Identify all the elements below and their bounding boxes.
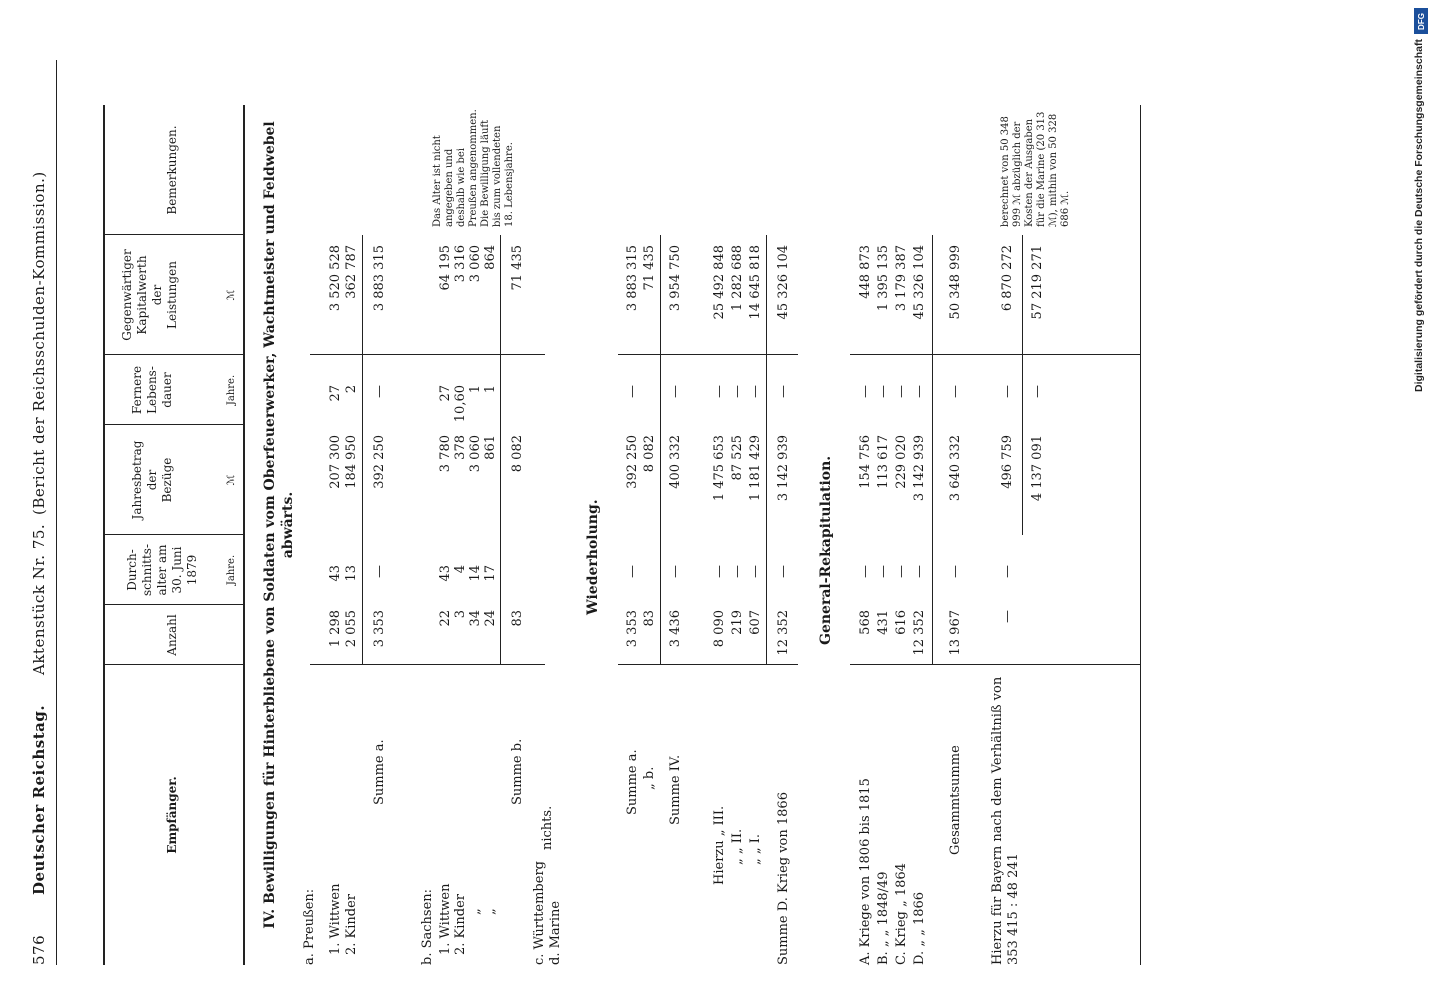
sum-rule	[660, 235, 661, 665]
cell-dauer: —	[625, 385, 640, 398]
cell-dauer: —	[858, 385, 873, 398]
col-jahresbetrag-unit: ℳ	[226, 474, 237, 486]
cell-anzahl: 22	[438, 610, 453, 627]
cell-kapital: 64 195	[438, 245, 453, 291]
row-label: C. Krieg „ 1864	[894, 863, 909, 965]
cell-alter: 14	[468, 565, 483, 582]
cell-betrag: 8 082	[510, 435, 525, 473]
col-jahresbetrag: Jahresbetrag der Bezüge	[130, 440, 174, 520]
cell-alter: —	[1000, 565, 1015, 578]
cell-betrag: 3 640 332	[948, 435, 963, 502]
sachsen-note: Das Alter ist nicht angegeben und deshalb wie bei Preußen angenommen. Die Bewilligung läuft bis zum vollendeten 18. Lebensjahre.	[432, 109, 515, 227]
cell-kapital: 3 060	[468, 245, 483, 283]
cell-alter: —	[912, 565, 927, 578]
cell-dauer: 27	[438, 385, 453, 402]
cell-kapital: 3 316	[453, 245, 468, 283]
cell-betrag: 392 250	[372, 435, 387, 489]
cell-anzahl: 616	[894, 610, 909, 635]
cell-anzahl: 2 055	[344, 610, 359, 648]
table-bottom-rule	[1140, 105, 1141, 965]
cell-dauer: 1	[468, 385, 483, 394]
header-bottom-rule	[243, 105, 245, 965]
cell-anzahl: 219	[730, 610, 745, 635]
cell-alter: 13	[344, 565, 359, 582]
sum-rule	[932, 235, 933, 665]
cell-anzahl: 13 967	[948, 610, 963, 656]
cell-dauer: —	[876, 385, 891, 398]
cell-alter: —	[712, 565, 727, 578]
sum-rule	[766, 235, 767, 665]
cell-alter: 43	[328, 565, 343, 582]
cell-dauer: —	[712, 385, 727, 398]
row-label: Hierzu „ III.	[712, 805, 727, 885]
cell-betrag: 861	[483, 435, 498, 460]
header-title-right: (Bericht der Reichsschulden-Kommission.)	[30, 171, 48, 515]
header-underline	[56, 60, 57, 965]
cell-anzahl: —	[1000, 610, 1015, 623]
sachsen-label: b. Sachsen:	[420, 888, 435, 965]
cell-anzahl: 83	[510, 610, 525, 627]
cell-dauer: —	[776, 385, 791, 398]
cell-alter: —	[894, 565, 909, 578]
cell-betrag: 154 756	[858, 435, 873, 489]
cell-kapital: 25 492 848	[712, 245, 727, 320]
dfg-logo-text: DFG	[1416, 12, 1426, 30]
col-anzahl: Anzahl	[165, 614, 179, 656]
row-label: „ „ II.	[730, 828, 745, 865]
row-label: „	[468, 908, 483, 915]
wuerttemberg-value: nichts.	[540, 805, 555, 850]
cell-anzahl: 12 352	[776, 610, 791, 656]
cell-alter: —	[858, 565, 873, 578]
generalrekap-note: berechnet von 50 348 999 ℳ abzüglich der Kosten der Ausgaben für die Marine (20 313 ℳ), mithin von 50 328 686 ℳ.	[1000, 111, 1071, 227]
cell-anzahl: 24	[483, 610, 498, 627]
cell-anzahl: 1 298	[328, 610, 343, 648]
cell-betrag: 113 617	[876, 435, 891, 489]
cell-alter: —	[668, 565, 683, 578]
cell-anzahl: 568	[858, 610, 873, 635]
cell-kapital: 3 179 387	[894, 245, 909, 312]
cell-betrag: 400 332	[668, 435, 683, 489]
row-label: 2. Kinder	[453, 893, 468, 955]
col-alter-unit: Jahre.	[226, 554, 237, 586]
row-label: D. „ „ 1866	[912, 891, 927, 965]
row-label: Summe b.	[510, 738, 525, 805]
sum-rule	[500, 235, 501, 665]
wiederholung-title: Wiederholung.	[585, 499, 601, 615]
cell-dauer: 27	[328, 385, 343, 402]
cell-kapital: 50 348 999	[948, 245, 963, 320]
cell-kapital: 45 326 104	[776, 245, 791, 320]
cell-betrag: 229 020	[894, 435, 909, 489]
digitization-credit: Digitalisierung gefördert durch die Deutsche Forschungsgemeinschaft	[1413, 39, 1425, 392]
cell-betrag: 3 142 939	[912, 435, 927, 502]
cell-anzahl: 607	[748, 610, 763, 635]
cell-anzahl: 8 090	[712, 610, 727, 648]
cell-kapital: 1 395 135	[876, 245, 891, 312]
cell-anzahl: 3	[453, 610, 468, 619]
row-label: Hierzu für Bayern nach dem Verhältniß von 353 415 : 48 241	[990, 676, 1022, 965]
col-lebensdauer-unit: Jahre.	[226, 374, 237, 406]
row-label: „	[483, 908, 498, 915]
cell-anzahl: 3 353	[625, 610, 640, 648]
row-label: 1. Wittwen	[328, 883, 343, 955]
cell-betrag: 87 525	[730, 435, 745, 481]
cell-anzahl: 34	[468, 610, 483, 627]
cell-anzahl: 431	[876, 610, 891, 635]
preussen-label: a. Preußen:	[302, 888, 317, 965]
header-title-left: Deutscher Reichstag.	[30, 704, 48, 895]
cell-kapital: 3 883 315	[625, 245, 640, 312]
row-label: Gesammtsumme	[948, 745, 963, 855]
cell-dauer: 10,60	[453, 385, 468, 423]
sum-rule	[362, 235, 363, 665]
cell-dauer: —	[668, 385, 683, 398]
wuerttemberg-label: c. Württemberg	[532, 861, 547, 965]
cell-betrag: 496 759	[1000, 435, 1015, 489]
cell-alter: —	[730, 565, 745, 578]
header-title-mid: Aktenstück Nr. 75.	[30, 523, 48, 675]
cell-betrag: 392 250	[625, 435, 640, 489]
cell-kapital: 71 435	[510, 245, 525, 291]
cell-betrag: 4 137 091	[1030, 435, 1045, 502]
row-label: 2. Kinder	[344, 893, 359, 955]
col-empfaenger: Empfänger.	[165, 776, 179, 854]
row-label: Summe a.	[372, 739, 387, 805]
cell-alter: 4	[453, 565, 468, 574]
cell-kapital: 448 873	[858, 245, 873, 299]
cell-kapital: 45 326 104	[912, 245, 927, 320]
cell-anzahl: 3 353	[372, 610, 387, 648]
col-alter: Durch- schnitts- alter am 30. Juni 1879	[125, 543, 199, 597]
cell-alter: —	[372, 565, 387, 578]
generalrekap-title: General-Rekapitulation.	[818, 455, 834, 645]
cell-kapital: 864	[483, 245, 498, 270]
row-label: A. Kriege von 1806 bis 1815	[858, 778, 873, 965]
cell-betrag: 8 082	[642, 435, 657, 473]
cell-alter: —	[876, 565, 891, 578]
cell-dauer: —	[1030, 385, 1045, 398]
cell-alter: 43	[438, 565, 453, 582]
cell-dauer: —	[730, 385, 745, 398]
cell-dauer: —	[948, 385, 963, 398]
row-label: 1. Wittwen	[438, 883, 453, 955]
col-kapitalwerth-unit: ℳ	[226, 289, 237, 301]
col-kapitalwerth: Gegenwärtiger Kapitalwerth der Leistungen	[120, 249, 179, 341]
cell-kapital: 1 282 688	[730, 245, 745, 312]
cell-anzahl: 3 436	[668, 610, 683, 648]
cell-alter: 17	[483, 565, 498, 582]
cell-betrag: 3 060	[468, 435, 483, 473]
col-lebensdauer: Fernere Lebens- dauer	[130, 365, 174, 415]
cell-kapital: 14 645 818	[748, 245, 763, 320]
rotated-page-content	[0, 35, 1200, 965]
cell-kapital: 3 883 315	[372, 245, 387, 312]
dfg-logo	[1414, 8, 1428, 34]
cell-dauer: 1	[483, 385, 498, 394]
cell-betrag: 184 950	[344, 435, 359, 489]
cell-kapital: 6 870 272	[1000, 245, 1015, 312]
cell-kapital: 362 787	[344, 245, 359, 299]
cell-betrag: 1 475 653	[712, 435, 727, 502]
marine-label: d. Marine	[548, 900, 563, 965]
cell-alter: —	[948, 565, 963, 578]
row-label: Summe IV.	[668, 754, 683, 825]
cell-betrag: 378	[453, 435, 468, 460]
cell-dauer: —	[1000, 385, 1015, 398]
cell-betrag: 207 300	[328, 435, 343, 489]
cell-dauer: —	[894, 385, 909, 398]
cell-betrag: 1 181 429	[748, 435, 763, 502]
cell-dauer: —	[748, 385, 763, 398]
page-number: 576	[30, 934, 48, 965]
row-label: „ „ I.	[748, 833, 763, 865]
cell-kapital: 3 520 528	[328, 245, 343, 312]
cell-alter: —	[776, 565, 791, 578]
cell-betrag: 3 142 939	[776, 435, 791, 502]
cell-anzahl: 83	[642, 610, 657, 627]
col-bemerkungen: Bemerkungen.	[165, 125, 179, 215]
row-label: „ b.	[642, 766, 657, 790]
cell-dauer: —	[912, 385, 927, 398]
cell-betrag: 3 780	[438, 435, 453, 473]
cell-kapital: 57 219 271	[1030, 245, 1045, 320]
cell-dauer: 2	[344, 385, 359, 394]
section-title: IV. Bewilligungen für Hinterbliebene von Soldaten vom Oberfeuerwerker, Wachtmeister und Feldwebel abwärts.	[262, 121, 296, 929]
cell-alter: —	[748, 565, 763, 578]
row-label: Summe D. Krieg von 1866	[776, 792, 791, 965]
cell-kapital: 3 954 750	[668, 245, 683, 312]
cell-dauer: —	[372, 385, 387, 398]
row-label: B. „ „ 1848/49	[876, 871, 891, 965]
cell-anzahl: 12 352	[912, 610, 927, 656]
row-label: Summe a.	[625, 749, 640, 815]
cell-kapital: 71 435	[642, 245, 657, 291]
sum-rule	[1022, 235, 1023, 535]
cell-alter: —	[625, 565, 640, 578]
